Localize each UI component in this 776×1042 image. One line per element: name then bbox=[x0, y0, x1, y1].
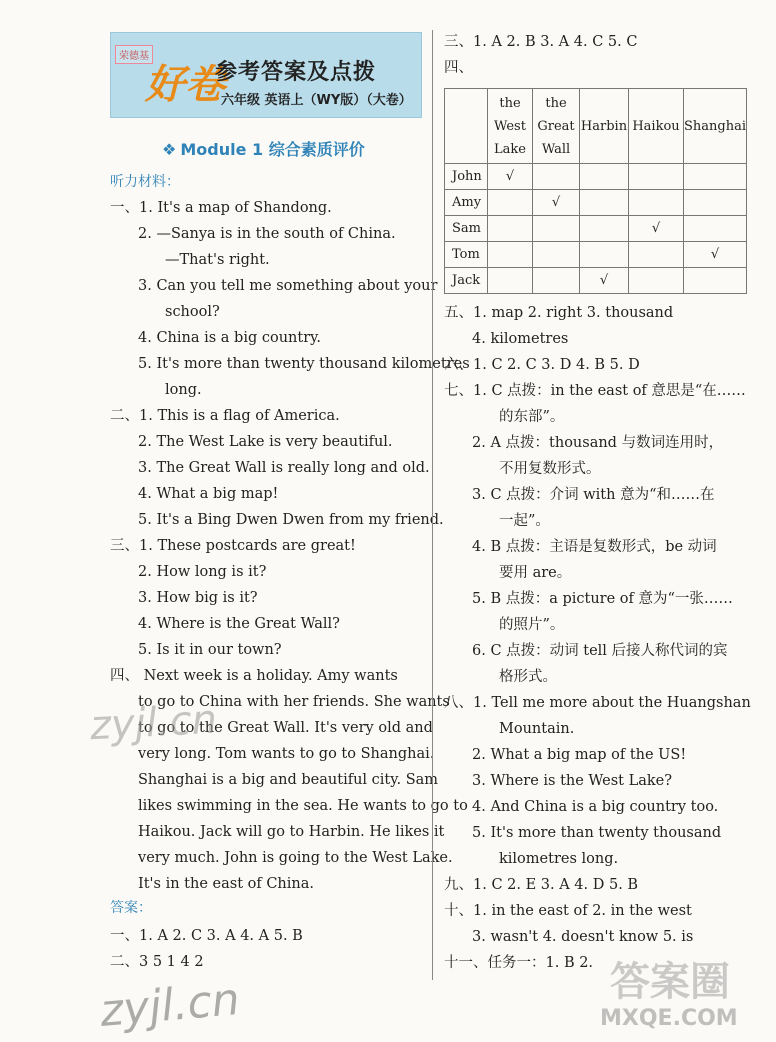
answer-line: 四、 bbox=[444, 60, 473, 76]
column-divider bbox=[432, 30, 433, 980]
page-title: 参考答案及点拨 bbox=[215, 60, 377, 85]
text-line: 十一、任务一：1. B 2. bbox=[444, 955, 594, 971]
check-cell bbox=[580, 216, 629, 242]
text-line: very much. John is going to the West Lake. bbox=[138, 850, 453, 866]
check-cell bbox=[684, 190, 747, 216]
check-cell bbox=[488, 268, 533, 294]
text-line: 3. Can you tell me something about your bbox=[138, 278, 438, 294]
table-header-cell: the Great Wall bbox=[533, 89, 580, 164]
text-line: 3. The Great Wall is really long and old. bbox=[138, 460, 430, 476]
watermark-text: 答案圈 bbox=[610, 959, 730, 1005]
check-cell bbox=[629, 268, 684, 294]
text-line: 七、1. C 点拨：in the east of 意思是“在…… bbox=[444, 383, 746, 399]
paw-icon: ❖ bbox=[162, 140, 177, 159]
watermark: zyjl.cn bbox=[98, 974, 242, 1037]
answers-heading: 答案： bbox=[110, 900, 152, 916]
table-row bbox=[445, 268, 747, 294]
student-name-cell: Jack bbox=[445, 268, 488, 294]
student-name-cell: John bbox=[445, 164, 488, 190]
check-cell bbox=[580, 242, 629, 268]
text-line: 4. kilometres bbox=[472, 331, 569, 347]
text-line: 2. A 点拨：thousand 与数词连用时， bbox=[472, 435, 724, 451]
check-cell bbox=[684, 268, 747, 294]
text-line: 5. Is it in our town? bbox=[138, 642, 282, 658]
check-cell bbox=[533, 268, 580, 294]
check-cell bbox=[580, 164, 629, 190]
table-corner-cell bbox=[445, 89, 488, 164]
text-line: likes swimming in the sea. He wants to go to bbox=[138, 798, 468, 814]
text-line: 八、1. Tell me more about the Huangshan bbox=[444, 695, 751, 711]
module-title: ❖ Module 1 综合素质评价 bbox=[162, 140, 365, 159]
text-line: —That's right. bbox=[165, 252, 270, 268]
check-cell bbox=[488, 190, 533, 216]
table-row bbox=[445, 216, 747, 242]
text-line: 4. B 点拨：主语是复数形式，be 动词 bbox=[472, 539, 717, 555]
table-header-cell: Shanghai bbox=[684, 89, 747, 164]
text-line: 3. How big is it? bbox=[138, 590, 258, 606]
table-row bbox=[445, 164, 747, 190]
brand-label: 荣德基 bbox=[115, 45, 153, 64]
text-line: 4. China is a big country. bbox=[138, 330, 322, 346]
check-cell: √ bbox=[684, 242, 747, 268]
text-line: 6. C 点拨：动词 tell 后接人称代词的宾 bbox=[472, 643, 728, 659]
text-line: 六、1. C 2. C 3. D 4. B 5. D bbox=[444, 357, 640, 373]
check-cell bbox=[684, 216, 747, 242]
text-line: 九、1. C 2. E 3. A 4. D 5. B bbox=[444, 877, 639, 893]
check-cell: √ bbox=[533, 190, 580, 216]
watermark-logo bbox=[600, 950, 770, 1038]
check-cell bbox=[629, 164, 684, 190]
text-line: It's in the east of China. bbox=[138, 876, 315, 892]
text-line: 4. And China is a big country too. bbox=[472, 799, 719, 815]
text-line: 要用 are。 bbox=[499, 565, 572, 581]
student-name-cell: Amy bbox=[445, 190, 488, 216]
answer-line: 二、3 5 1 4 2 bbox=[110, 954, 204, 970]
text-line: 十、1. in the east of 2. in the west bbox=[444, 903, 692, 919]
logo: 好卷 bbox=[145, 62, 225, 108]
text-line: 格形式。 bbox=[499, 669, 557, 685]
student-name-cell: Sam bbox=[445, 216, 488, 242]
text-line: 的照片”。 bbox=[499, 617, 565, 633]
check-cell bbox=[580, 190, 629, 216]
text-line: 5. It's more than twenty thousand bbox=[472, 825, 722, 841]
text-line: to go to China with her friends. She wants bbox=[138, 694, 450, 710]
text-line: Mountain. bbox=[499, 721, 575, 737]
text-line: 5. It's more than twenty thousand kilometres bbox=[138, 356, 470, 372]
header-banner bbox=[110, 32, 422, 118]
text-line: Shanghai is a big and beautiful city. Sam bbox=[138, 772, 439, 788]
text-line: 2. The West Lake is very beautiful. bbox=[138, 434, 393, 450]
table-row bbox=[445, 190, 747, 216]
answer-table bbox=[444, 88, 747, 294]
text-line: very long. Tom wants to go to Shanghai. bbox=[138, 746, 435, 762]
text-line: 4. Where is the Great Wall? bbox=[138, 616, 340, 632]
student-name-cell: Tom bbox=[445, 242, 488, 268]
watermark: zyjl.cn bbox=[88, 696, 219, 750]
table-row bbox=[445, 242, 747, 268]
watermark-url: MXQE.COM bbox=[600, 1006, 738, 1031]
listening-heading: 听力材料： bbox=[110, 174, 180, 190]
text-line: 不用复数形式。 bbox=[499, 461, 601, 477]
table-header-cell: the West Lake bbox=[488, 89, 533, 164]
text-line: 3. Where is the West Lake? bbox=[472, 773, 673, 789]
check-cell bbox=[629, 190, 684, 216]
text-line: Haikou. Jack will go to Harbin. He likes it bbox=[138, 824, 445, 840]
check-cell bbox=[684, 164, 747, 190]
check-cell: √ bbox=[580, 268, 629, 294]
text-line: 4. What a big map! bbox=[138, 486, 279, 502]
text-line: 5. B 点拨：a picture of 意为“一张…… bbox=[472, 591, 733, 607]
table-header-cell: Harbin bbox=[580, 89, 629, 164]
text-line: 的东部”。 bbox=[499, 409, 565, 425]
check-cell bbox=[533, 164, 580, 190]
table-header-cell: Haikou bbox=[629, 89, 684, 164]
text-line: 5. It's a Bing Dwen Dwen from my friend. bbox=[138, 512, 444, 528]
text-line: school? bbox=[165, 304, 220, 320]
check-cell bbox=[533, 242, 580, 268]
check-cell bbox=[488, 242, 533, 268]
text-line: long. bbox=[165, 382, 202, 398]
check-cell bbox=[629, 242, 684, 268]
text-line: 四、 Next week is a holiday. Amy wants bbox=[110, 668, 398, 684]
check-cell bbox=[488, 216, 533, 242]
check-cell: √ bbox=[629, 216, 684, 242]
answer-line: 三、1. A 2. B 3. A 4. C 5. C bbox=[444, 34, 638, 50]
text-line: 二、1. This is a flag of America. bbox=[110, 408, 340, 424]
text-line: 2. What a big map of the US! bbox=[472, 747, 687, 763]
answer-line: 一、1. A 2. C 3. A 4. A 5. B bbox=[110, 928, 303, 944]
text-line: 2. How long is it? bbox=[138, 564, 267, 580]
text-line: 2. —Sanya is in the south of China. bbox=[138, 226, 396, 242]
page-subtitle: 六年级 英语上（WY版）（大卷） bbox=[221, 93, 412, 108]
text-line: 一、1. It's a map of Shandong. bbox=[110, 200, 332, 216]
text-line: 3. C 点拨：介词 with 意为“和……在 bbox=[472, 487, 715, 503]
text-line: 五、1. map 2. right 3. thousand bbox=[444, 305, 674, 321]
table-header-row bbox=[445, 89, 747, 164]
text-line: 一起”。 bbox=[499, 513, 550, 529]
text-line: kilometres long. bbox=[499, 851, 619, 867]
text-line: 3. wasn't 4. doesn't know 5. is bbox=[472, 929, 694, 945]
check-cell: √ bbox=[488, 164, 533, 190]
check-cell bbox=[533, 216, 580, 242]
text-line: to go to the Great Wall. It's very old and bbox=[138, 720, 433, 736]
text-line: 三、1. These postcards are great! bbox=[110, 538, 356, 554]
